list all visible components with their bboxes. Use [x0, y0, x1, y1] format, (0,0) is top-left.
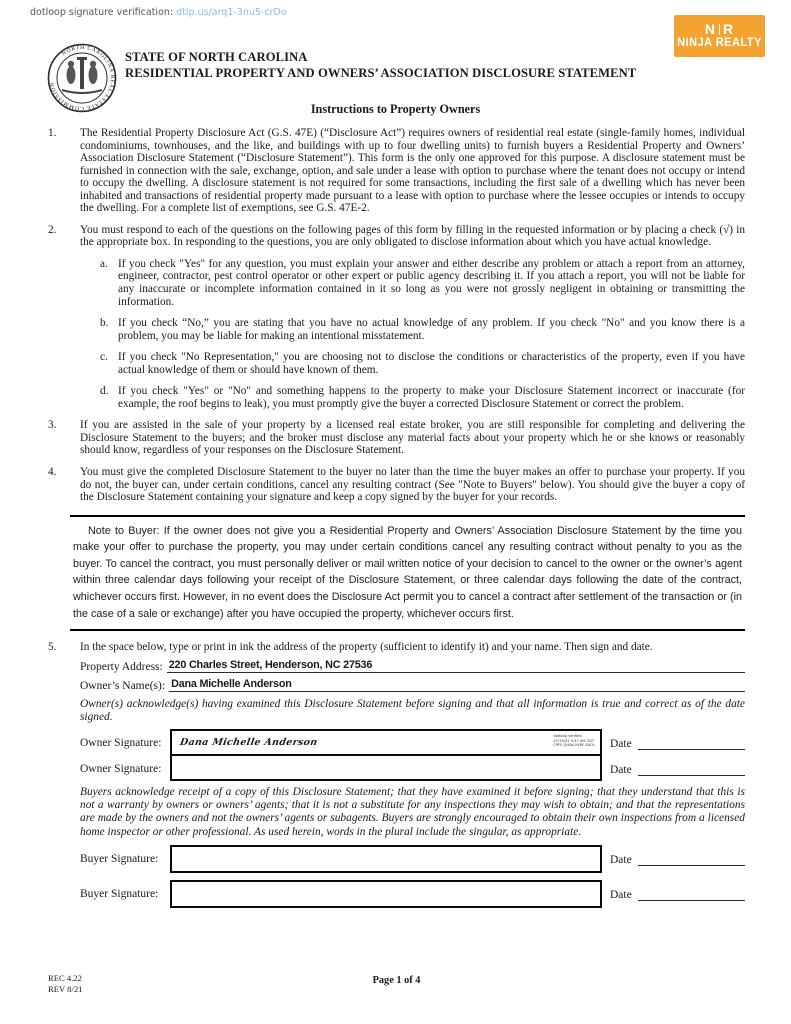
property-address-field[interactable]: 220 Charles Street, Henderson, NC 27536: [167, 658, 745, 673]
date-label: Date: [610, 888, 632, 901]
owners-name-label: Owner’s Name(s):: [80, 679, 166, 692]
owners-name-field[interactable]: Dana Michelle Anderson: [169, 677, 745, 692]
subitem-text: If you check "Yes" for any question, you must explain your answer and either describe any problem or attach a report from an attorney, engineer, contractor, pest control operator or other expert or public agency describing it. If you attach a report, you will not be liable for any inaccurate or incomplete information contained in it so long as you were not grossly negligent in obtaining or transmitting the information.: [118, 257, 745, 308]
owner-signature-row-2: [48, 756, 745, 781]
owner-signature-field-2[interactable]: [170, 754, 602, 781]
owner-signature-row-1: [48, 729, 745, 756]
buyer-signature-group: [48, 845, 745, 908]
subitem-letter: d.: [100, 385, 109, 398]
logo-brand-name: NINJA REALTY: [677, 36, 762, 50]
page-number: Page 1 of 4: [372, 975, 421, 986]
stamp-line-1: dotloop verified: [553, 734, 582, 739]
buyer-signature-field-2[interactable]: [170, 880, 602, 908]
instruction-item-5: [48, 641, 745, 654]
subitem-text: If you check "Yes" or "No" and something happens to the property to make your Disclosure Statement incorrect or inaccurate (for example, the roof begins to leak), you must promptly give the buyer a corrected Disclosure Statement or correct the problem.: [118, 385, 745, 410]
owner-signature-field-1[interactable]: [170, 729, 602, 756]
item-number: 1.: [48, 127, 57, 139]
subitem-a: [100, 258, 745, 308]
subitem-text: If you check “No,” you are stating that you have no actual knowledge of any problem. If you check "No" and you know there is a problem, you may be liable for making an intentional misstatement.: [118, 317, 745, 342]
item-text: In the space below, type or print in ink the address of the property (sufficient to identify it) and your name. Then sign and date.: [80, 641, 653, 654]
stamp-line-3: CPFF-QUAK-UKRF-SXOL: [553, 743, 595, 748]
form-title-state: STATE OF NORTH CAROLINA: [125, 50, 308, 64]
item-text: If you are assisted in the sale of your property by a licensed real estate broker, you are still responsible for completing and delivering the Disclosure Statement to the buyers; and the broker must disclose any material facts about your property which he or she knows or reasonably should know, regardless of your responses on the Disclosure Statement.: [80, 419, 745, 457]
instruction-item-1: [48, 127, 745, 215]
logo-initial-r: R: [723, 21, 735, 37]
item-text: You must give the completed Disclosure Statement to the buyer no later than the time the buyer makes an offer to purchase your property. If you do not, the buyer can, under certain conditions, cancel any resulting contract (See "Note to Buyers" below). You should give the buyer a copy of the Disclosure Statement containing your signature and keep a copy signed by the buyer for your records.: [80, 466, 745, 504]
subitem-b: [100, 317, 745, 342]
verification-link[interactable]: dtlp.us/arq1-3nu5-crDo: [176, 7, 287, 18]
owner-date-field-1[interactable]: [638, 736, 745, 750]
owner-date-1: [602, 736, 745, 750]
date-label: Date: [610, 763, 632, 776]
property-address-label: Property Address:: [80, 660, 163, 673]
seal-text: NORTH CAROLINA REAL ESTATE COMMISSION: [49, 44, 116, 112]
owner-date-field-2[interactable]: [638, 762, 745, 776]
item-text: You must respond to each of the questions on the following pages of this form by filling in the requested information or by placing a check (√) in the appropriate box. In responding to the questions, you are only obligated to disclose information about which you have actual knowledge.: [80, 223, 745, 249]
subitem-d: [100, 385, 745, 410]
owners-name-row: [48, 677, 745, 692]
subitem-letter: b.: [100, 317, 109, 330]
logo-initial-n: N: [704, 21, 716, 37]
item-number: 4.: [48, 466, 57, 479]
instruction-item-2-subitems: [80, 258, 745, 410]
owner-date-2: [602, 762, 745, 776]
note-to-buyer-box: Note to Buyer: If the owner does not give you a Residential Property and Owners’ Association Disclosure Statement by the time you make your offer to purchase the property, you may under certain conditions cancel any resulting contract without penalty to you as the buyer. To cancel the contract, you must personally deliver or mail written notice of your decision to cancel to the owner or the owner’s agent within three calendar days following your receipt of the Disclosure Statement, or three calendar days following the date of the contract, whichever occurs first. However, in no event does the Disclosure Act permit you to cancel a contract after settlement of the transaction or (in the case of a sale or exchange) after you have occupied the property, whichever occurs first.: [70, 515, 745, 632]
nc-real-estate-commission-seal: [46, 42, 118, 114]
verification-label: dotloop signature verification:: [30, 7, 174, 18]
form-title-name: RESIDENTIAL PROPERTY AND OWNERS’ ASSOCIATION DISCLOSURE STATEMENT: [125, 65, 637, 80]
buyer-acknowledgment-text: Buyers acknowledge receipt of a copy of this Disclosure Statement; that they have examined it before signing; that they understand that this is not a warranty by owners or owners’ agents; that it is not a substitute for any inspections they may wish to obtain; and that the representations are made by the owners and not the owners’ agents or subagents. Buyers are strongly encouraged to obtain their own inspections from a licensed home inspector or other professional. As used herein, words in the plural include the singular, as appropriate.: [80, 786, 745, 838]
subitem-c: [100, 351, 745, 376]
date-label: Date: [610, 737, 632, 750]
instruction-item-3: [48, 419, 745, 457]
owner-acknowledgment-text: Owner(s) acknowledge(s) having examined this Disclosure Statement before signing and that all information is true and correct as of the date signed.: [80, 697, 745, 723]
date-label: Date: [610, 853, 632, 866]
instructions-heading: Instructions to Property Owners: [310, 102, 481, 116]
buyer-signature-label: Buyer Signature:: [80, 887, 159, 900]
form-rev-number: REV 8/21: [48, 983, 83, 994]
stamp-line-2: 07/14/22 9:37 AM CDT: [553, 738, 595, 743]
form-title-block: [125, 50, 636, 81]
subitem-text: If you check "No Representation," you are choosing not to disclose the conditions or characteristics of the property, even if you have actual knowledge of them or should have known of them.: [118, 351, 745, 376]
page-footer: [48, 973, 745, 994]
buyer-signature-label: Buyer Signature:: [80, 852, 159, 865]
subitem-letter: c.: [100, 351, 108, 364]
owner-signature-label: Owner Signature:: [80, 736, 162, 749]
instructions-body: [0, 127, 791, 908]
buyer-date-field-1[interactable]: [638, 852, 745, 866]
item-text: The Residential Property Disclosure Act (G.S. 47E) (“Disclosure Act”) requires owners of residential real estate (single-family homes, individual condominiums, townhouses, and the like, and buildings with up to four dwelling units) to furnish buyers a Residential Property and Owners’ Association Disclosure Statement (“Disclosure Statement”). This form is the only one approved for this purpose. A disclosure statement must be furnished in connection with the sale, exchange, option, and sale under a lease with option to purchase where the tenant does not occupy or intend to occupy the dwelling. A disclosure statement is not required for some transactions, including the first sale of a dwelling which has never been inhabited and transactions of residential property made pursuant to a lease with option to purchase where the lessee occupies or intends to occupy the dwelling. For a complete list of exemptions, see G.S. 47E-2.: [80, 127, 745, 215]
owner-signature-script: Dana Michelle Anderson: [179, 737, 319, 749]
owner-signature-group: [48, 729, 745, 781]
instruction-item-4: [48, 466, 745, 504]
item-number: 3.: [48, 419, 57, 432]
dotloop-stamp: [553, 734, 595, 748]
subitem-letter: a.: [100, 257, 108, 270]
buyer-date-2: [602, 887, 745, 901]
buyer-signature-row-1: [48, 845, 745, 873]
instruction-item-2: [48, 224, 745, 411]
buyer-date-field-2[interactable]: [638, 887, 745, 901]
item-number: 5.: [48, 641, 57, 654]
buyer-signature-row-2: [48, 880, 745, 908]
owner-signature-label: Owner Signature:: [80, 762, 162, 775]
item-number: 2.: [48, 223, 57, 236]
form-rec-number: REC 4.22: [48, 973, 82, 983]
buyer-date-1: [602, 852, 745, 866]
buyer-signature-field-1[interactable]: [170, 845, 602, 873]
property-address-row: [48, 658, 745, 673]
